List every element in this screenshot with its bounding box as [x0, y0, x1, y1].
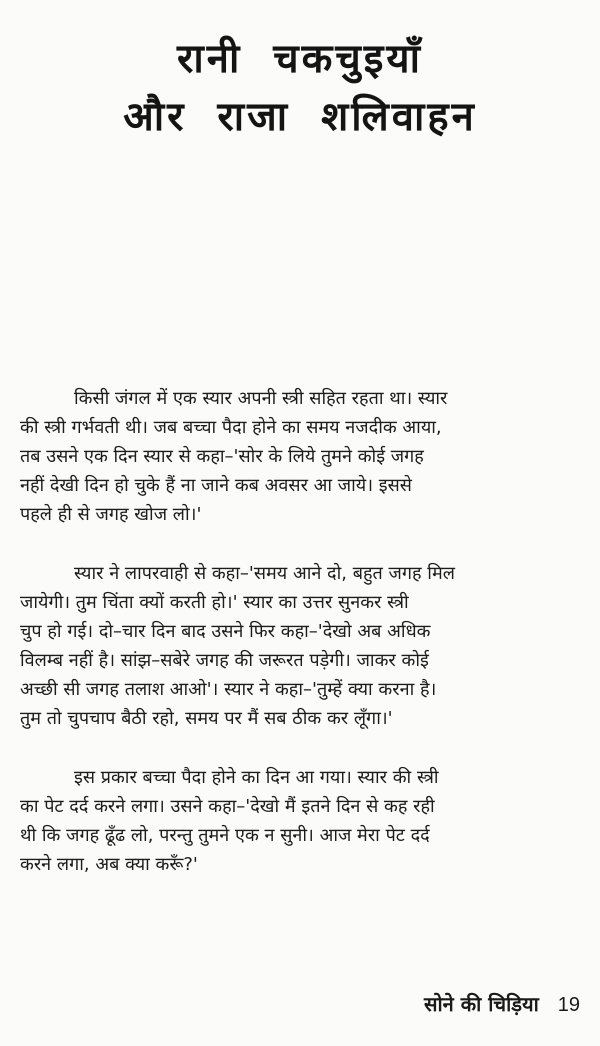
text-line: की स्त्री गर्भवती थी। जब बच्चा पैदा होने का समय नजदीक आया,: [20, 417, 442, 438]
text-line: इस प्रकार बच्चा पैदा होने का दिन आ गया। स्यार की स्त्री: [74, 767, 439, 788]
book-title: सोने की चिड़िया: [423, 992, 539, 1016]
story-title: [0, 30, 600, 146]
text-line: किसी जंगल में एक स्यार अपनी स्त्री सहित रहता था। स्यार: [74, 388, 448, 409]
paragraph-1: [20, 384, 592, 529]
paragraph-3: [20, 763, 592, 879]
text-line: जायेगी। तुम चिंता क्यों करती हो।' स्यार का उत्तर सुनकर स्त्री: [20, 592, 409, 613]
text-line: करने लगा, अब क्या करूँ?': [20, 854, 198, 875]
text-line: पहले ही से जगह खोज लो।': [20, 504, 202, 525]
text-line: चुप हो गई। दो–चार दिन बाद उसने फिर कहा–'देखो अब अधिक: [20, 621, 431, 642]
story-body: [20, 384, 592, 909]
text-line: नहीं देखी दिन हो चुके हैं ना जाने कब अवसर आ जाये। इससे: [20, 475, 412, 496]
text-line: का पेट दर्द करने लगा। उसने कहा–'देखो मैं इतने दिन से कह रही: [20, 796, 435, 817]
title-line-1: रानी चकचुइयाँ: [177, 36, 423, 82]
title-line-2: और राजा शलिवाहन: [123, 94, 477, 140]
text-line: तुम तो चुपचाप बैठी रहो, समय पर मैं सब ठीक कर लूँगा।': [20, 708, 393, 729]
text-line: विलम्ब नहीं है। सांझ–सबेरे जगह की जरूरत पड़ेगी। जाकर कोई: [20, 650, 429, 671]
text-line: स्यार ने लापरवाही से कहा–'समय आने दो, बहुत जगह मिल: [74, 563, 455, 584]
paragraph-2: [20, 559, 592, 733]
text-line: थी कि जगह ढूँढ लो, परन्तु तुमने एक न सुनी। आज मेरा पेट दर्द: [20, 825, 430, 846]
text-line: तब उसने एक दिन स्यार से कहा–'सोर के लिये तुमने कोई जगह: [20, 446, 424, 467]
text-line: अच्छी सी जगह तलाश आओ'। स्यार ने कहा–'तुम्हें क्या करना है।: [20, 679, 437, 700]
page-footer: [424, 990, 580, 1019]
page-number: 19: [557, 994, 580, 1016]
